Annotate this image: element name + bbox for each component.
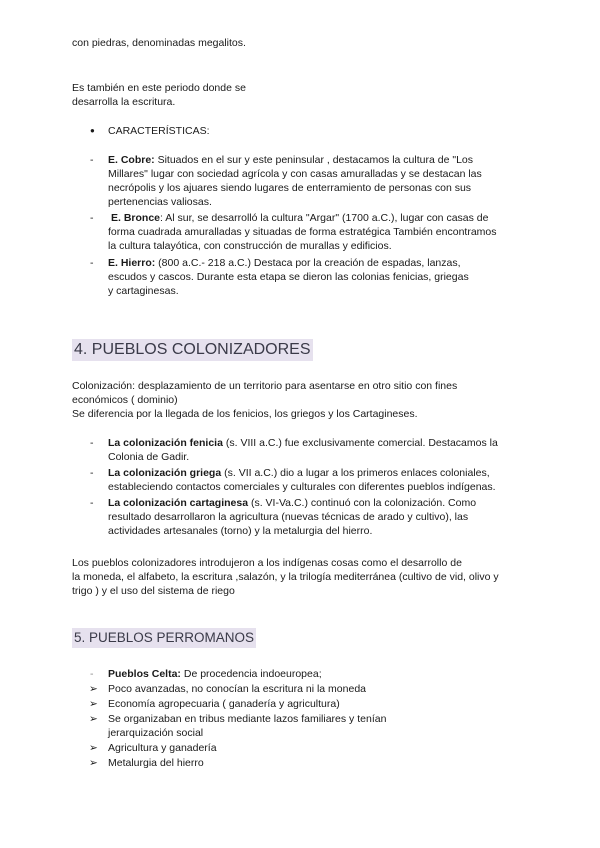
list-item-line: Se organizaban en tribus mediante lazos familiares y tenían xyxy=(108,713,387,725)
paragraph-line: Colonización: desplazamiento de un territorio para asentarse en otro sitio con fines xyxy=(72,380,458,392)
dash-marker: - xyxy=(90,497,94,509)
list-item-line xyxy=(108,436,498,450)
list-item-line: Metalurgia del hierro xyxy=(108,757,204,769)
item-text: : Al sur, se desarrolló la cultura "Argar" (1700 a.C.), lugar con casas de xyxy=(160,212,489,224)
list-item-line xyxy=(111,211,488,225)
list-item-line xyxy=(108,256,461,270)
arrow-bullet-icon: ➢ xyxy=(89,742,98,754)
list-item-line: estableciendo contactos comerciales y culturales con diferentes pueblos indígenas. xyxy=(108,481,496,493)
dash-marker: - xyxy=(90,257,94,269)
item-text: De procedencia indoeuropea; xyxy=(180,668,322,680)
list-item-line: y cartaginesas. xyxy=(108,285,179,297)
list-item-line xyxy=(108,466,490,480)
item-text: (s. VI-Va.C.) continuó con la colonización. Como xyxy=(248,497,477,509)
item-title: La colonización griega xyxy=(108,467,222,479)
arrow-bullet-icon: ➢ xyxy=(89,757,98,769)
list-item-line: pertenencias valiosas. xyxy=(108,196,212,208)
paragraph-line: Se diferencia por la llegada de los fenicios, los griegos y los Cartagineses. xyxy=(72,408,418,420)
paragraph-line: económicos ( dominio) xyxy=(72,394,178,406)
section-heading: 4. PUEBLOS COLONIZADORES xyxy=(72,339,313,361)
list-item-line xyxy=(108,153,473,167)
list-item-line: Economía agropecuaria ( ganadería y agricultura) xyxy=(108,698,340,710)
intro-para-line: Es también en este periodo donde se xyxy=(72,82,246,94)
section-heading: 5. PUEBLOS PERROMANOS xyxy=(72,628,256,648)
dash-marker: - xyxy=(90,467,94,479)
intro-para-line: desarrolla la escritura. xyxy=(72,96,176,108)
item-text: Situados en el sur y este peninsular , destacamos la cultura de "Los xyxy=(154,154,473,166)
item-title: E. Hierro: xyxy=(108,257,156,269)
intro-line: con piedras, denominadas megalitos. xyxy=(72,37,246,49)
arrow-bullet-icon: ➢ xyxy=(89,698,98,710)
paragraph-line: la moneda, el alfabeto, la escritura ,salazón, y la trilogía mediterránea (cultivo de vid, olivo y xyxy=(72,571,499,583)
dash-marker: - xyxy=(90,212,94,224)
list-item-line: necrópolis y los ajuares siendo lugares de enterramiento de personas con sus xyxy=(108,182,472,194)
list-item-line: actividades artesanales (torno) y la metalurgia del hierro. xyxy=(108,525,373,537)
item-text: (800 a.C.- 218 a.C.) Destaca por la creación de espadas, lanzas, xyxy=(155,257,461,269)
caracteristicas-label: CARACTERÍSTICAS: xyxy=(108,125,210,137)
paragraph-line: trigo ) y el uso del sistema de riego xyxy=(72,585,235,597)
item-title: E. Bronce xyxy=(111,212,161,224)
dash-marker: - xyxy=(90,154,94,166)
list-item-line: escudos y cascos. Durante esta etapa se dieron las colonias fenicias, griegas xyxy=(108,271,469,283)
list-item-line: Colonia de Gadir. xyxy=(108,451,190,463)
list-item-line: forma cuadrada amuralladas y situadas de forma estratégica También encontramos xyxy=(108,226,497,238)
dash-marker: - xyxy=(90,668,94,680)
item-text: (s. VII a.C.) dio a lugar a los primeros enlaces coloniales, xyxy=(221,467,490,479)
list-item-line: Millares" lugar con sociedad agrícola y con casas amuralladas y se destacan las xyxy=(108,168,482,180)
list-item-line xyxy=(108,667,322,681)
list-item-line: Agricultura y ganadería xyxy=(108,742,217,754)
item-title: La colonización cartaginesa xyxy=(108,497,249,509)
item-title: E. Cobre: xyxy=(108,154,155,166)
list-item-line: resultado desarrollaron la agricultura (nuevas técnicas de arado y cultivo), las xyxy=(108,511,469,523)
item-title: Pueblos Celta: xyxy=(108,668,181,680)
arrow-bullet-icon: ➢ xyxy=(89,683,98,695)
list-item-line: la cultura talayótica, con construcción de murallas y edificios. xyxy=(108,240,392,252)
list-item-line xyxy=(108,496,476,510)
dash-marker: - xyxy=(90,437,94,449)
list-item-line: jerarquización social xyxy=(108,727,204,739)
paragraph-line: Los pueblos colonizadores introdujeron a los indígenas cosas como el desarrollo de xyxy=(72,557,462,569)
bullet-icon: ● xyxy=(90,126,95,135)
arrow-bullet-icon: ➢ xyxy=(89,713,98,725)
list-item-line: Poco avanzadas, no conocían la escritura ni la moneda xyxy=(108,683,366,695)
item-text: (s. VIII a.C.) fue exclusivamente comercial. Destacamos la xyxy=(222,437,498,449)
item-title: La colonización fenicia xyxy=(108,437,223,449)
